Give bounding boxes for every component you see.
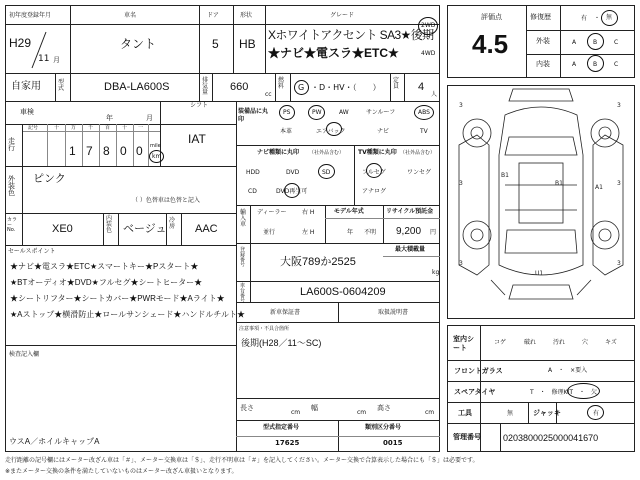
windshield-label: フロントガラス xyxy=(454,367,503,375)
type-number-value: 17625 xyxy=(275,439,300,447)
registration-month: 11 xyxy=(38,54,50,64)
diagram-label-4: 3 xyxy=(617,180,621,187)
equipment-abs: ABS xyxy=(418,109,430,116)
car-damage-diagram xyxy=(447,85,635,319)
equipment-tv: TV xyxy=(420,128,428,135)
car-name: タント xyxy=(120,37,157,51)
exterior-grade-label: 外装 xyxy=(536,37,550,45)
recycle-value: 9,200 xyxy=(396,226,422,237)
inspection-year: 年 xyxy=(106,114,113,122)
displacement-value: 660 xyxy=(230,81,249,93)
windshield-values: A ・ ×要入 xyxy=(548,367,588,374)
cc-unit: cc xyxy=(265,91,272,98)
color-no-label: カラー No. xyxy=(7,217,18,233)
diagram-label-5: 3 xyxy=(459,260,463,267)
sales-point-line-3: ★シートリフター★シートカバー★PWRモード★Aライト★ xyxy=(10,294,225,303)
repair-yes: 有 xyxy=(581,15,588,22)
diagram-label-b1-right: B1 xyxy=(555,180,563,187)
tv-fullseg: フルセグ xyxy=(362,169,386,176)
inspector-note: ウスA／ホイルキャップA xyxy=(9,437,100,446)
navi-note: （社外品含む） xyxy=(309,150,345,156)
tv-title: TV種類に丸印 xyxy=(358,149,397,156)
navi-cd: CD xyxy=(248,188,257,195)
color-no-value: XE0 xyxy=(52,223,73,235)
interior-color: ベージュ xyxy=(123,223,167,235)
equipment-aw: AW xyxy=(339,109,349,116)
diagram-label-3: 3 xyxy=(459,180,463,187)
recycle-unit: 円 xyxy=(430,229,437,236)
jack-circle xyxy=(587,405,604,420)
seat-hole: 穴 xyxy=(582,339,589,346)
fullseg-circle xyxy=(366,163,382,178)
management-number: 0203800025000041670 xyxy=(503,433,599,443)
use-type: 自家用 xyxy=(11,81,41,92)
shift-label: シフト xyxy=(190,102,209,109)
diagram-label-6: 3 xyxy=(617,260,621,267)
length-unit: cm xyxy=(291,409,301,416)
interior-grade-c: C xyxy=(614,61,619,68)
interior-grade-b: B xyxy=(593,61,598,68)
width-label: 幅 xyxy=(311,404,318,412)
mileage-label: 走行 xyxy=(8,137,15,152)
sales-point-line-4: ★Aストップ★横滑防止★ロールサンシェード★ハンドルチルト★ xyxy=(10,310,245,319)
footer-line-1: 走行距離の記号欄にはメーター改ざん車は「＃」、メーター交換車は「＄」、走行不明車は「＃」を記入してください。メーター交換で合算表示した場合にも「＄」は必要です。 xyxy=(5,457,479,464)
equipment-leather: 本革 xyxy=(280,128,293,135)
exterior-note: （ ）色替車は色替と記入 xyxy=(132,197,200,204)
fuel-g: G xyxy=(298,83,305,92)
sales-point-line-2: ★BTオーディオ★DVD★フルセグ★シートヒーター★ xyxy=(10,278,203,287)
digit-header-2: 万 xyxy=(71,125,77,131)
diagram-label-a1: A1 xyxy=(595,184,603,191)
chassis-label: 車台番号 xyxy=(240,283,246,304)
mileage-digit-4: 0 xyxy=(120,144,127,158)
type-number-label: 型式指定番号 xyxy=(263,424,300,431)
drive-4wd: 4WD xyxy=(421,50,436,57)
import-left-hand: 左 H xyxy=(302,229,315,236)
equipment-pw: PW xyxy=(312,109,322,116)
mileage-digit-2: 7 xyxy=(86,144,93,158)
interior-grade-a: A xyxy=(572,61,577,68)
seats-label: 室内シート xyxy=(453,335,474,353)
inspection-label: 車検 xyxy=(20,108,34,116)
name-label: 車名 xyxy=(124,12,137,19)
seat-tear: 破れ xyxy=(524,339,537,346)
door-count: 5 xyxy=(212,37,219,51)
year-label: 初年度登録年月 xyxy=(9,12,52,19)
grade-line-1: Xホワイトアクセント SA3★後期 xyxy=(268,28,434,42)
tv-oneseg: ワンセグ xyxy=(407,169,432,176)
digit-header-0: 記号 xyxy=(28,125,39,131)
caution-text: 後期(H28／11～SC) xyxy=(241,338,322,348)
diagram-label-b1-left: B1 xyxy=(501,172,509,179)
navi-dvd: DVD xyxy=(286,169,300,176)
navi-title: ナビ種類に丸印 xyxy=(257,149,300,156)
import-dealer: ディーラー xyxy=(257,209,287,216)
digit-header-6: 一 xyxy=(138,125,144,131)
registration-value: 大阪789か2525 xyxy=(280,256,356,268)
mileage-digit-3: 8 xyxy=(103,144,110,158)
registration-label: 登録番号 xyxy=(240,247,246,268)
digit-header-1: 十 xyxy=(54,125,60,131)
length-label: 長さ xyxy=(240,404,254,412)
tools-label: 工具 xyxy=(458,409,472,417)
model-year-unknown: 不明 xyxy=(364,229,377,236)
seat-burn: コゲ xyxy=(494,339,507,346)
capacity-label: 定員 xyxy=(393,77,400,90)
grade-line-2: ★ナビ★電スラ★ETC★ xyxy=(268,46,399,60)
navi-sd: SD xyxy=(322,169,331,176)
score-label: 評価点 xyxy=(481,13,502,21)
fuel-options: ・D・HV・（ ） xyxy=(311,83,381,92)
recycle-label: リサイクル預託金 xyxy=(386,208,434,215)
displacement-label: 排気量 xyxy=(202,77,209,96)
interior-color-label: 内装色 xyxy=(106,215,113,234)
repair-label: 修復歴 xyxy=(530,13,551,21)
registration-era: H29 xyxy=(9,36,32,50)
model-label: 型式 xyxy=(58,79,65,92)
model-code: DBA-LA600S xyxy=(104,81,170,93)
grade-label: グレード xyxy=(330,12,355,19)
exterior-color: ピンク xyxy=(33,173,66,185)
exterior-grade-a: A xyxy=(572,39,577,46)
seat-scratch: キズ xyxy=(605,339,617,346)
door-label: ドア xyxy=(207,12,219,19)
max-load-unit: kg xyxy=(432,269,440,276)
spare-tire-label: スペアタイヤ xyxy=(454,388,496,396)
model-year-label: モデル年式 xyxy=(334,208,364,215)
interior-grade-label: 内装 xyxy=(536,60,550,68)
capacity-unit: 人 xyxy=(431,91,438,98)
digit-header-4: 百 xyxy=(105,125,111,131)
repair-no: 無 xyxy=(606,14,613,21)
equipment-ps: PS xyxy=(283,109,291,116)
shift-value: IAT xyxy=(188,132,206,146)
fuel-label: 燃料 xyxy=(278,77,285,90)
management-label: 管理番号 xyxy=(453,433,481,441)
spare-tire-values: T ・ 修理KIT ・ 欠 xyxy=(530,389,598,396)
width-unit: cm xyxy=(357,409,367,416)
import-label: 輸入車 xyxy=(240,209,247,228)
exterior-grade-c: C xyxy=(614,39,619,46)
caution-title: 注意事項・不具合箇所 xyxy=(239,326,290,332)
score-value: 4.5 xyxy=(472,29,509,59)
equipment-sunroof: サンルーフ xyxy=(366,109,396,116)
class-number-value: 0015 xyxy=(383,439,403,447)
repair-dot: ・ xyxy=(594,15,601,22)
digit-header-5: 十 xyxy=(122,125,128,131)
equipment-airbag: エアバック xyxy=(316,128,346,135)
chassis-value: LA600S-0604209 xyxy=(300,286,386,298)
mileage-digit-1: 1 xyxy=(69,144,76,158)
tools-value: 無 xyxy=(507,410,514,417)
body-shape: HB xyxy=(239,37,256,51)
jack-value: 有 xyxy=(593,410,600,417)
navi-dvd-play: DVD再生可 xyxy=(276,188,308,195)
import-right-hand: 右 H xyxy=(302,209,315,216)
footer-line-2: ※またメーター交換の条件を満たしていないものはメーター改ざん車扱いとなります。 xyxy=(5,468,238,475)
month-slash xyxy=(28,30,48,70)
equipment-title: 装備品に丸印 xyxy=(238,108,269,123)
height-unit: cm xyxy=(425,409,435,416)
drive-2wd: 2WD xyxy=(421,22,436,29)
max-load-label: 最大積載量 xyxy=(395,246,426,253)
unit-mile: mile xyxy=(150,143,161,149)
inspection-month: 月 xyxy=(146,114,153,122)
ac-value: AAC xyxy=(195,223,218,235)
month-suffix: 月 xyxy=(53,56,60,64)
unit-km: km xyxy=(152,153,162,160)
exterior-label: 外装色 xyxy=(8,175,15,197)
tv-note: （社外品含む） xyxy=(400,150,436,156)
digit-header-3: 千 xyxy=(88,125,94,131)
import-parallel: 並行 xyxy=(263,229,276,236)
ac-label: 冷房 xyxy=(169,217,176,230)
exterior-grade-b: B xyxy=(593,39,598,46)
sales-points-title: セールスポイント xyxy=(8,248,56,255)
dvd-play-circle xyxy=(284,183,300,198)
airbag-circle xyxy=(326,122,342,136)
equipment-navi: ナビ xyxy=(377,128,390,135)
navi-hdd: HDD xyxy=(246,169,260,176)
warranty-label: 新車保証書 xyxy=(270,309,301,316)
inspector-title: 検査記入欄 xyxy=(9,351,40,358)
sales-point-line-1: ★ナビ★電スラ★ETC★スマートキー★Pスタート★ xyxy=(10,262,199,271)
height-label: 高さ xyxy=(377,404,391,412)
mileage-digit-5: 0 xyxy=(136,144,143,158)
diagram-label-2: 3 xyxy=(617,102,621,109)
class-number-label: 類別区分番号 xyxy=(365,424,402,431)
manual-label: 取扱説明書 xyxy=(378,309,409,316)
jack-label: ジャッキ xyxy=(533,409,561,417)
seat-stain: 汚れ xyxy=(553,339,566,346)
repair-kit-circle xyxy=(567,383,600,399)
shape-label: 形状 xyxy=(240,12,253,19)
diagram-label-1: 3 xyxy=(459,102,463,109)
tv-analog: アナログ xyxy=(362,188,387,195)
model-year-suffix: 年 xyxy=(347,229,354,236)
diagram-label-u1: U1 xyxy=(535,270,544,277)
capacity-value: 4 xyxy=(418,81,425,93)
